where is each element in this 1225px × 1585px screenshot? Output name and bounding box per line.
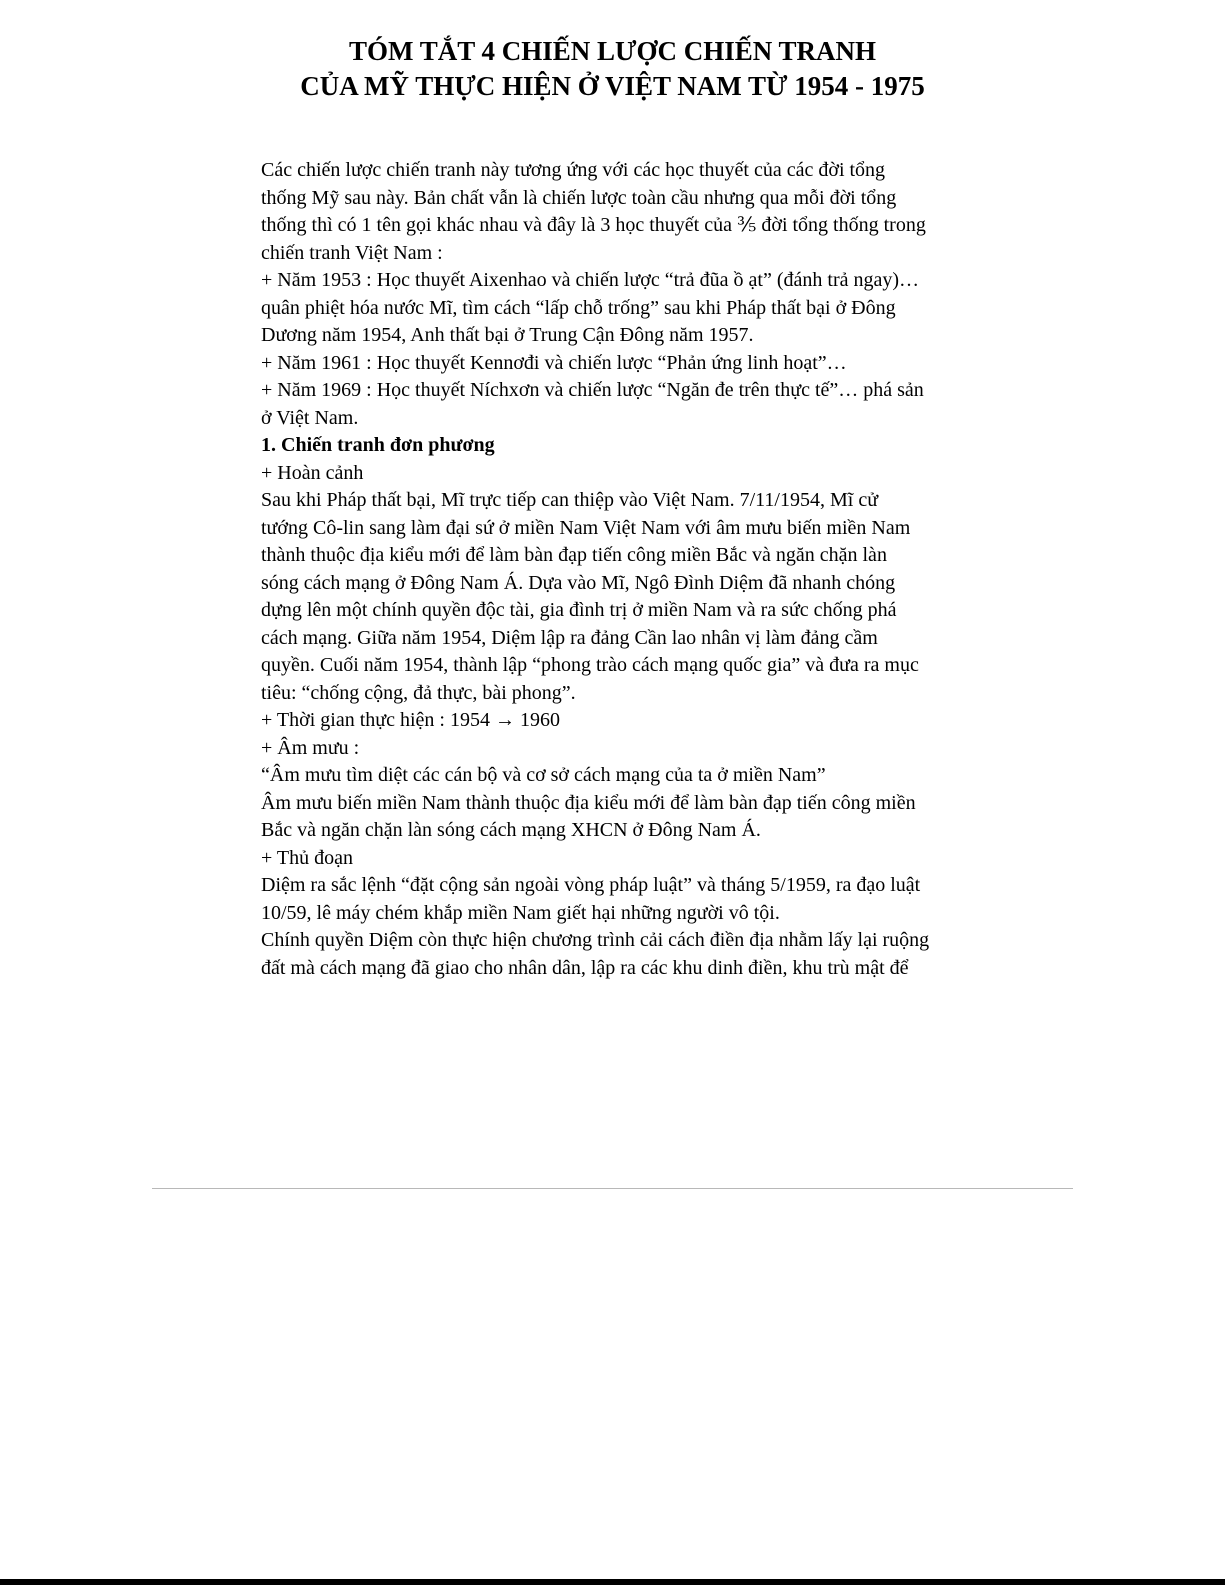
document-title — [0, 34, 1225, 104]
document-body — [261, 157, 981, 982]
section-line: Chính quyền Diệm còn thực hiện chương trình cải cách điền địa nhằm lấy lại ruộng — [261, 929, 930, 951]
title-line-1: TÓM TẮT 4 CHIẾN LƯỢC CHIẾN TRANH — [348, 36, 877, 66]
body-line: quân phiệt hóa nước Mĩ, tìm cách “lấp chỗ trống” sau khi Pháp thất bại ở Đông — [261, 296, 896, 319]
section-line: Âm mưu biến miền Nam thành thuộc địa kiểu mới để làm bàn đạp tiến công miền — [261, 791, 916, 814]
section-line: “Âm mưu tìm diệt các cán bộ và cơ sở cách mạng của ta ở miền Nam” — [261, 764, 826, 786]
body-line: ở Việt Nam. — [261, 406, 359, 429]
section-line: tướng Cô-lin sang làm đại sứ ở miền Nam Việt Nam với âm mưu biến miền Nam — [261, 516, 911, 539]
body-line: thống Mỹ sau này. Bản chất vẫn là chiến lược toàn cầu nhưng qua mỗi đời tổng — [261, 186, 897, 209]
section-line: tiêu: “chống cộng, đả thực, bài phong”. — [261, 681, 576, 704]
section-line: Bắc và ngăn chặn làn sóng cách mạng XHCN ở Đông Nam Á. — [261, 819, 761, 841]
title-line-2: CỦA MỸ THỰC HIỆN Ở VIỆT NAM TỪ 1954 - 1975 — [300, 71, 925, 101]
section-line: 10/59, lê máy chém khắp miền Nam giết hại những người vô tội. — [261, 901, 780, 924]
section-line: + Âm mưu : — [261, 736, 360, 759]
body-line: + Năm 1953 : Học thuyết Aixenhao và chiến lược “trả đũa ồ ạt” (đánh trả ngay)… — [261, 269, 920, 291]
section-line: + Thủ đoạn — [261, 846, 354, 869]
section-line: + Hoàn cảnh — [261, 461, 364, 484]
section-line: thành thuộc địa kiểu mới để làm bàn đạp tiến công miền Bắc và ngăn chặn làn — [261, 544, 887, 566]
bottom-edge-bar — [0, 1579, 1225, 1585]
section-line: cách mạng. Giữa năm 1954, Diệm lập ra đảng Cần lao nhân vị làm đảng cầm — [261, 626, 878, 649]
body-line: + Năm 1961 : Học thuyết Kennơđi và chiến lược “Phản ứng linh hoạt”… — [261, 351, 847, 374]
section-heading: 1. Chiến tranh đơn phương — [261, 434, 495, 456]
section-line: dựng lên một chính quyền độc tài, gia đình trị ở miền Nam và ra sức chống phá — [261, 599, 897, 621]
section-line: Diệm ra sắc lệnh “đặt cộng sản ngoài vòng pháp luật” và tháng 5/1959, ra đạo luật — [261, 874, 921, 896]
body-line: chiến tranh Việt Nam : — [261, 241, 443, 264]
section-line: sóng cách mạng ở Đông Nam Á. Dựa vào Mĩ, Ngô Đình Diệm đã nhanh chóng — [261, 571, 896, 594]
body-line: + Năm 1969 : Học thuyết Níchxơn và chiến lược “Ngăn đe trên thực tế”… phá sản — [261, 379, 924, 401]
body-line: Dương năm 1954, Anh thất bại ở Trung Cận Đông năm 1957. — [261, 324, 754, 346]
section-line: + Thời gian thực hiện : 1954 → 1960 — [261, 709, 560, 731]
section-line: đất mà cách mạng đã giao cho nhân dân, lập ra các khu dinh điền, khu trù mật để — [261, 956, 909, 979]
body-line: Các chiến lược chiến tranh này tương ứng với các học thuyết của các đời tổng — [261, 159, 886, 181]
page-separator — [152, 1188, 1073, 1189]
section-line: Sau khi Pháp thất bại, Mĩ trực tiếp can thiệp vào Việt Nam. 7/11/1954, Mĩ cử — [261, 489, 879, 511]
section-line: quyền. Cuối năm 1954, thành lập “phong trào cách mạng quốc gia” và đưa ra mục — [261, 654, 919, 676]
body-line: thống thì có 1 tên gọi khác nhau và đây là 3 học thuyết của ⅗ đời tổng thống trong — [261, 214, 926, 236]
